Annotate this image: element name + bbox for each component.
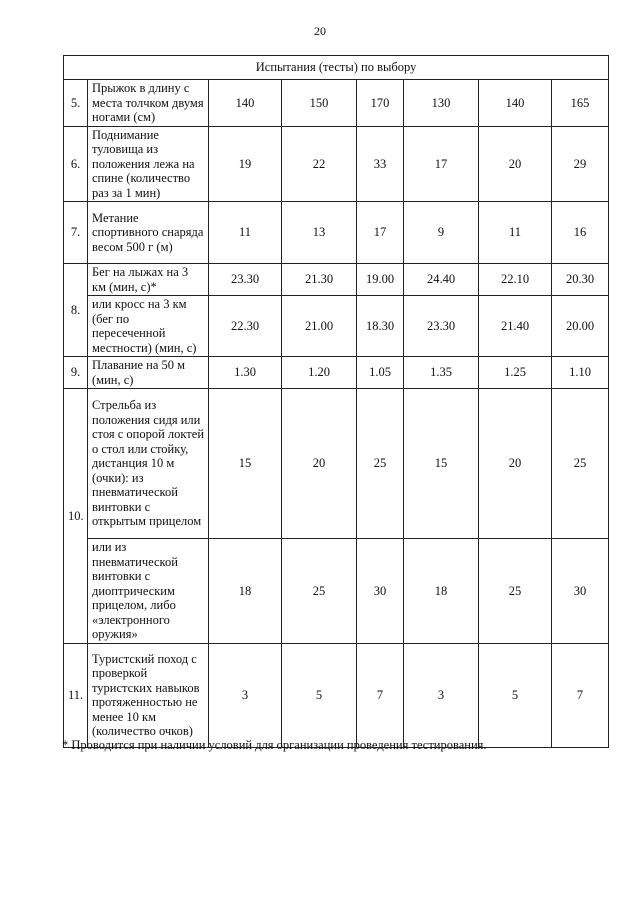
value-cell: 150 [282, 80, 357, 127]
table-row [64, 539, 609, 644]
value-cell: 20.00 [552, 296, 609, 357]
value-cell: 3 [209, 643, 282, 747]
value-cell: 29 [552, 126, 609, 202]
test-name: или из пневматической винтовки с диоптрическим прицелом, либо «электронного оружия» [88, 539, 209, 644]
value-cell: 18.30 [357, 296, 404, 357]
value-cell: 21.00 [282, 296, 357, 357]
test-name: Метание спортивного снаряда весом 500 г (м) [88, 202, 209, 264]
table-row [64, 264, 609, 296]
value-cell: 140 [209, 80, 282, 127]
value-cell: 20 [479, 389, 552, 539]
value-cell: 140 [479, 80, 552, 127]
value-cell: 11 [479, 202, 552, 264]
value-cell: 7 [357, 643, 404, 747]
value-cell: 5 [479, 643, 552, 747]
table-header-row [64, 56, 609, 80]
row-number: 6. [64, 126, 88, 202]
value-cell: 165 [552, 80, 609, 127]
value-cell: 25 [357, 389, 404, 539]
value-cell: 1.20 [282, 357, 357, 389]
value-cell: 15 [209, 389, 282, 539]
value-cell: 5 [282, 643, 357, 747]
row-number: 8. [64, 264, 88, 357]
value-cell: 23.30 [209, 264, 282, 296]
value-cell: 25 [552, 389, 609, 539]
value-cell: 1.10 [552, 357, 609, 389]
value-cell: 1.05 [357, 357, 404, 389]
value-cell: 16 [552, 202, 609, 264]
value-cell: 22 [282, 126, 357, 202]
value-cell: 21.30 [282, 264, 357, 296]
table-row [64, 296, 609, 357]
table-row [64, 126, 609, 202]
test-name: Бег на лыжах на 3 км (мин, с)* [88, 264, 209, 296]
row-number: 9. [64, 357, 88, 389]
value-cell: 15 [404, 389, 479, 539]
value-cell: 22.30 [209, 296, 282, 357]
value-cell: 22.10 [479, 264, 552, 296]
value-cell: 19 [209, 126, 282, 202]
table-row [64, 389, 609, 539]
table-row [64, 643, 609, 747]
value-cell: 9 [404, 202, 479, 264]
footnote: * Проводится при наличии условий для организации проведения тестирования. [62, 738, 487, 752]
value-cell: 3 [404, 643, 479, 747]
value-cell: 24.40 [404, 264, 479, 296]
table-row [64, 80, 609, 127]
test-name: Стрельба из положения сидя или стоя с опорой локтей о стол или стойку, дистанция 10 м (очки): из пневматической винтовки с открытым прицелом [88, 389, 209, 539]
optional-tests-table [63, 55, 609, 748]
value-cell: 23.30 [404, 296, 479, 357]
value-cell: 33 [357, 126, 404, 202]
value-cell: 18 [209, 539, 282, 644]
value-cell: 25 [282, 539, 357, 644]
value-cell: 1.35 [404, 357, 479, 389]
value-cell: 18 [404, 539, 479, 644]
value-cell: 25 [479, 539, 552, 644]
value-cell: 11 [209, 202, 282, 264]
row-number: 11. [64, 643, 88, 747]
test-name: Плавание на 50 м (мин, с) [88, 357, 209, 389]
value-cell: 130 [404, 80, 479, 127]
table-header: Испытания (тесты) по выбору [64, 56, 609, 80]
row-number: 7. [64, 202, 88, 264]
table-row [64, 357, 609, 389]
value-cell: 20.30 [552, 264, 609, 296]
value-cell: 21.40 [479, 296, 552, 357]
value-cell: 17 [404, 126, 479, 202]
table-row [64, 202, 609, 264]
value-cell: 20 [282, 389, 357, 539]
value-cell: 19.00 [357, 264, 404, 296]
test-name: или кросс на 3 км (бег по пересеченной местности) (мин, с) [88, 296, 209, 357]
value-cell: 1.30 [209, 357, 282, 389]
value-cell: 30 [552, 539, 609, 644]
row-number: 10. [64, 389, 88, 644]
value-cell: 20 [479, 126, 552, 202]
row-number: 5. [64, 80, 88, 127]
test-name: Прыжок в длину с места толчком двумя ногами (см) [88, 80, 209, 127]
value-cell: 170 [357, 80, 404, 127]
test-name: Туристский поход с проверкой туристских навыков протяженностью не менее 10 км (количество очков) [88, 643, 209, 747]
page-number: 20 [314, 24, 326, 38]
value-cell: 1.25 [479, 357, 552, 389]
value-cell: 30 [357, 539, 404, 644]
test-name: Поднимание туловища из положения лежа на спине (количество раз за 1 мин) [88, 126, 209, 202]
value-cell: 7 [552, 643, 609, 747]
value-cell: 17 [357, 202, 404, 264]
value-cell: 13 [282, 202, 357, 264]
